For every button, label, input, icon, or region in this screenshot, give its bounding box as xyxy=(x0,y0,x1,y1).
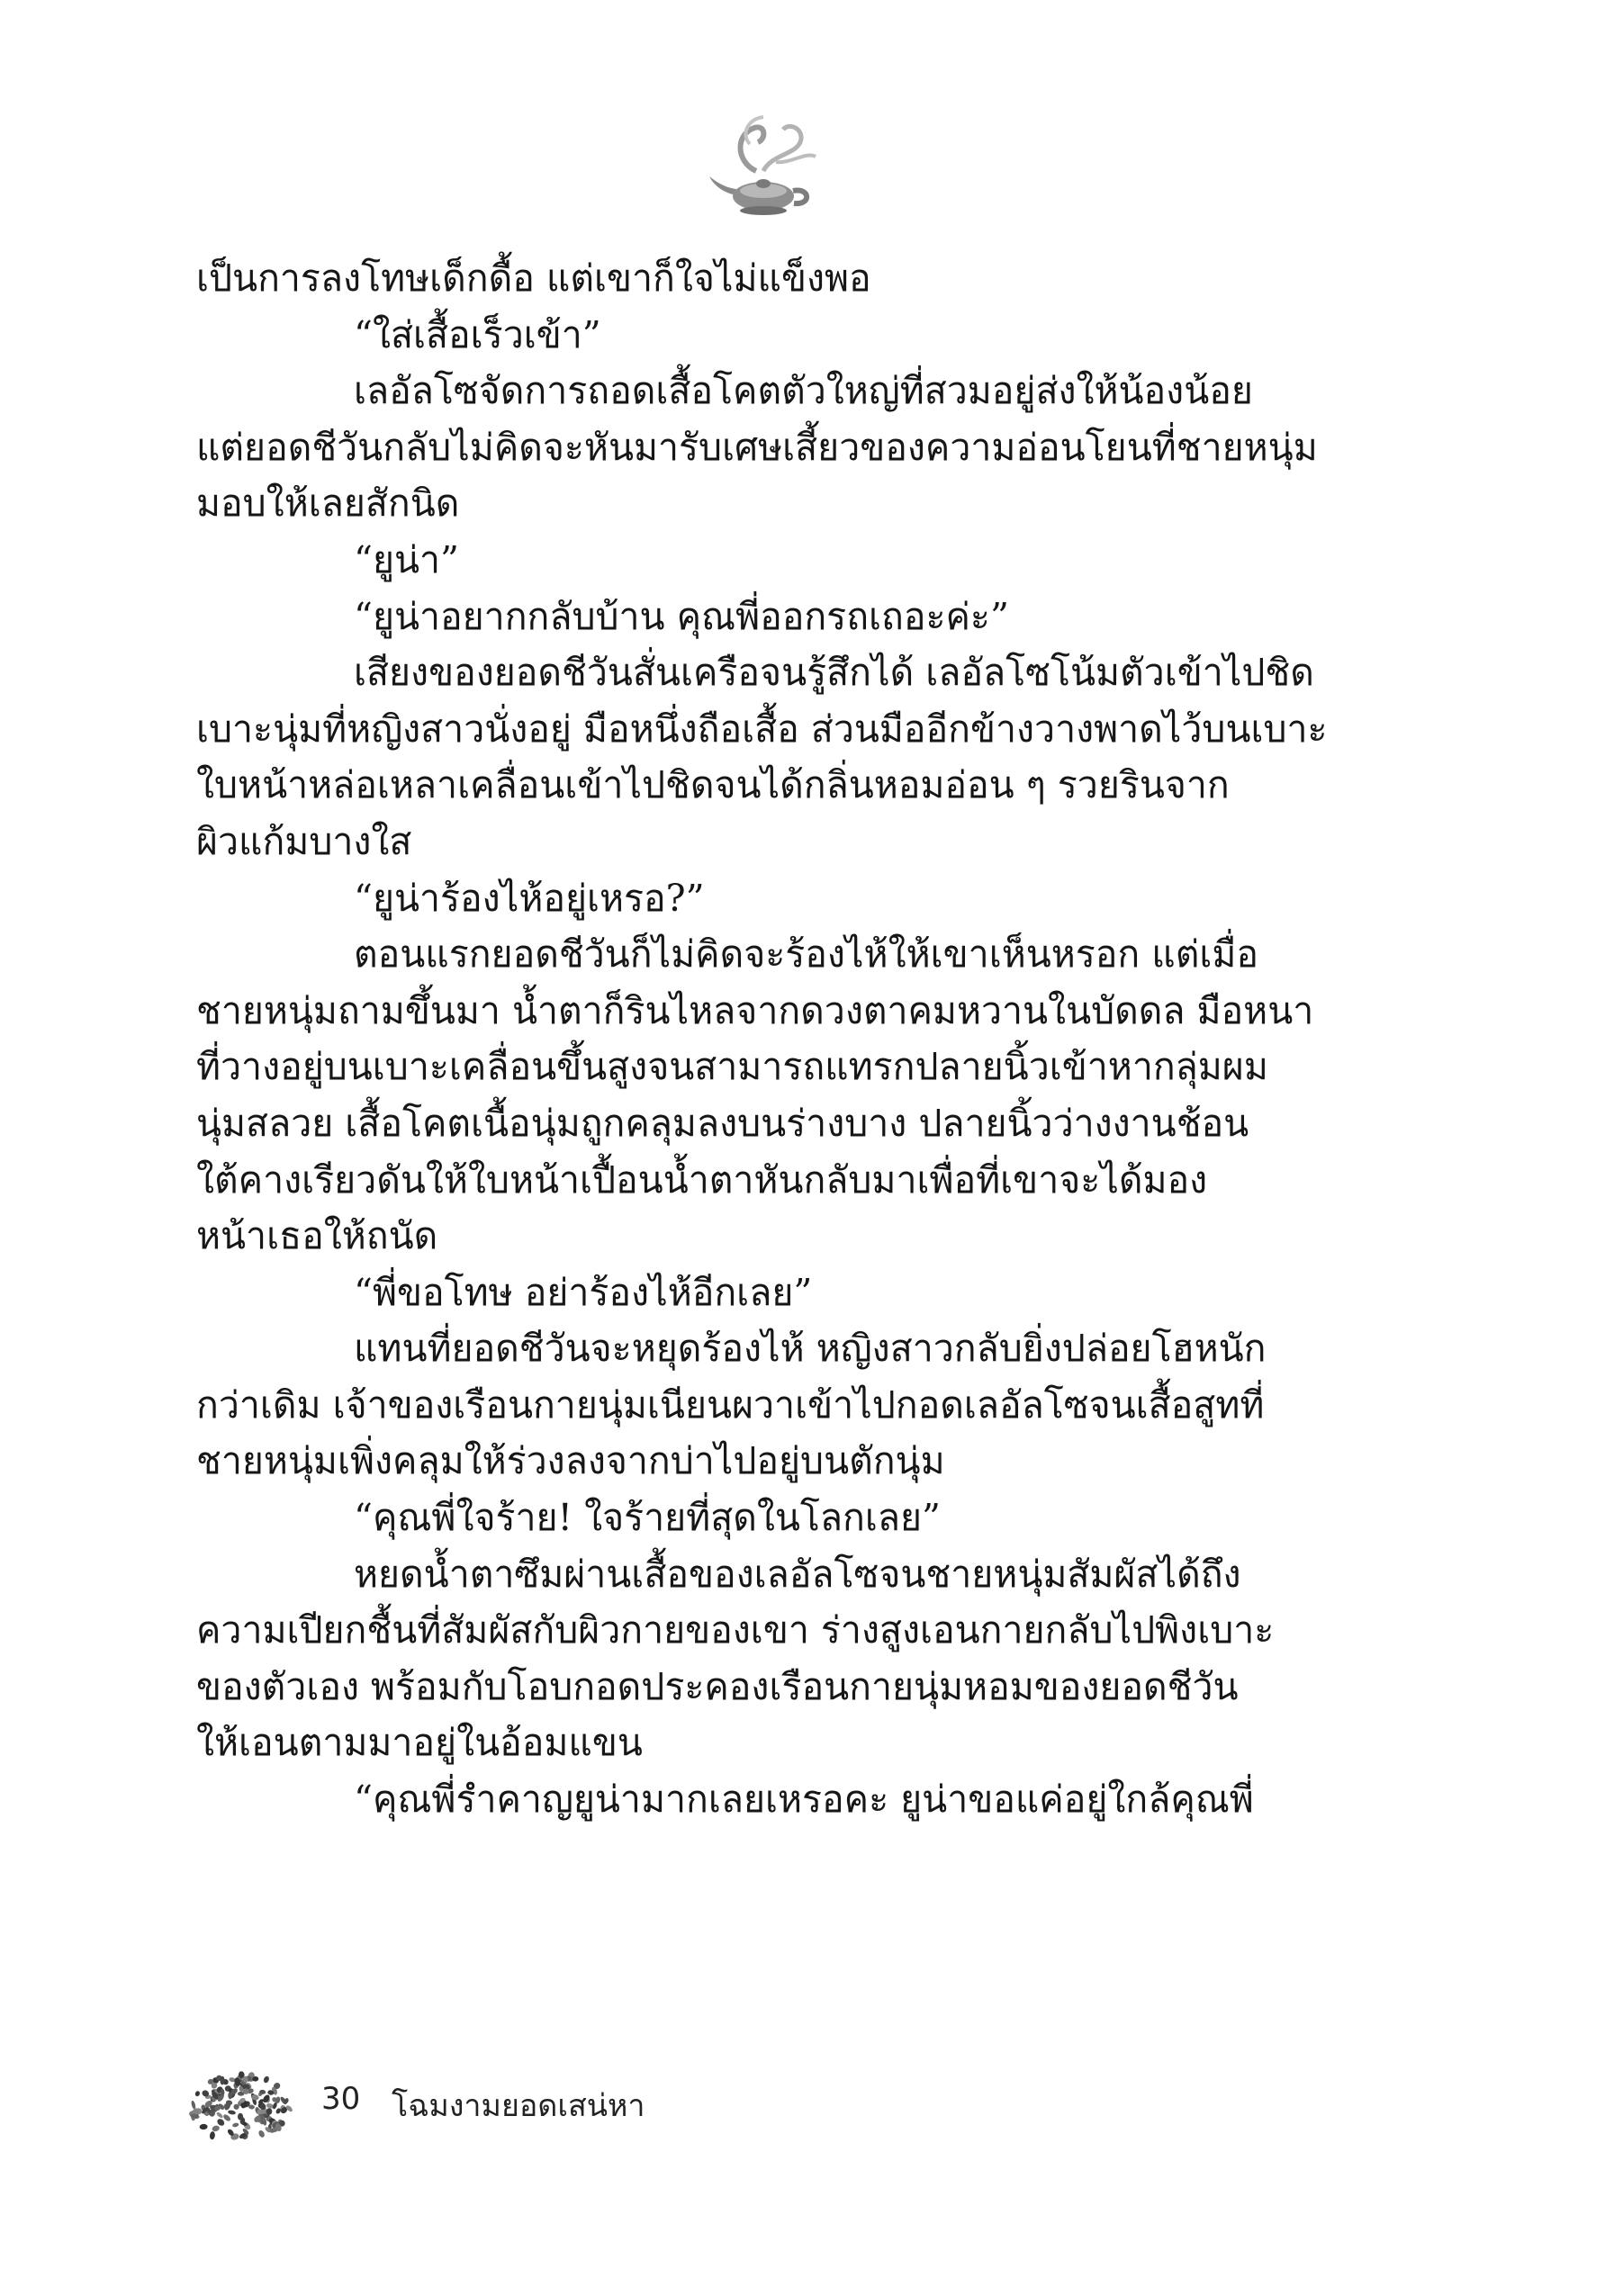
text-line: “คุณพี่ใจร้าย! ใจร้ายที่สุดในโลกเลย” xyxy=(354,1496,941,1540)
text-line: หน้าเธอให้ถนัด xyxy=(196,1214,438,1258)
text-line: ความเปียกชื้นที่สัมผัสกับผิวกายของเขา ร่างสูงเอนกายกลับไปพิงเบาะ xyxy=(196,1608,1275,1652)
text-line: ใบหน้าหล่อเหลาเคลื่อนเข้าไปชิดจนได้กลิ่นหอมอ่อน ๆ รวยรินจาก xyxy=(196,763,1230,807)
text-line: นุ่มสลวย เสื้อโคตเนื้อนุ่มถูกคลุมลงบนร่างบาง ปลายนิ้วว่างงานช้อน xyxy=(196,1101,1249,1145)
text-line: ให้เอนตามมาอยู่ในอ้อมแขน xyxy=(196,1721,643,1765)
text-line: เบาะนุ่มที่หญิงสาวนั่งอยู่ มือหนึ่งถือเสื้อ ส่วนมืออีกข้างวางพาดไว้บนเบาะ xyxy=(196,707,1328,751)
text-line: แทนที่ยอดชีวันจะหยุดร้องไห้ หญิงสาวกลับยิ่งปล่อยโฮหนัก xyxy=(354,1327,1267,1371)
text-line: “พี่ขอโทษ อย่าร้องไห้อีกเลย” xyxy=(354,1270,813,1314)
text-line: “คุณพี่รำคาญยูน่ามากเลยเหรอคะ ยูน่าขอแค่อยู่ใกล้คุณพี่ xyxy=(354,1778,1254,1822)
coffee-beans-icon xyxy=(185,2061,302,2160)
chapter-body-text xyxy=(196,250,1330,1828)
text-line: ใต้คางเรียวดันให้ใบหน้าเปื้อนน้ำตาหันกลับมาเพื่อที่เขาจะได้มอง xyxy=(196,1157,1208,1202)
text-line: ที่วางอยู่บนเบาะเคลื่อนขึ้นสูงจนสามารถแทรกปลายนิ้วเข้าหากลุ่มผม xyxy=(196,1045,1268,1089)
text-line: ชายหนุ่มเพิ่งคลุมให้ร่วงลงจากบ่าไปอยู่บนตักนุ่ม xyxy=(196,1439,945,1483)
text-line: แต่ยอดชีวันกลับไม่คิดจะหันมารับเศษเสี้ยวของความอ่อนโยนที่ชายหนุ่ม xyxy=(196,425,1318,469)
teapot-steam-ornament-icon xyxy=(700,108,826,225)
text-line: “ใส่เสื้อเร็วเข้า” xyxy=(354,312,601,356)
text-line: “ยูน่า” xyxy=(354,537,459,581)
text-line: “ยูน่าร้องไห้อยู่เหรอ?” xyxy=(354,876,705,920)
page-footer xyxy=(185,2061,905,2169)
text-line: ผิวแก้มบางใส xyxy=(196,819,412,863)
text-line: เลอัลโซจัดการถอดเสื้อโคตตัวใหญ่ที่สวมอยู่ส่งให้น้องน้อย xyxy=(354,369,1253,413)
text-line: มอบให้เลยสักนิด xyxy=(196,482,460,526)
text-line: ตอนแรกยอดชีวันก็ไม่คิดจะร้องไห้ให้เขาเห็นหรอก แต่เมื่อ xyxy=(354,932,1259,977)
text-line: “ยูน่าอยากกลับบ้าน คุณพี่ออกรถเถอะค่ะ” xyxy=(354,594,1009,638)
book-title: โฉมงามยอดเสน่หา xyxy=(392,2088,645,2124)
page-number: 30 xyxy=(321,2081,361,2117)
text-line: เสียงของยอดชีวันสั่นเครือจนรู้สึกได้ เลอัลโซโน้มตัวเข้าไปชิด xyxy=(354,651,1314,695)
text-line: ของตัวเอง พร้อมกับโอบกอดประคองเรือนกายนุ่มหอมของยอดชีวัน xyxy=(196,1664,1239,1708)
text-line: ชายหนุ่มถามขึ้นมา น้ำตาก็รินไหลจากดวงตาคมหวานในบัดดล มือหนา xyxy=(196,988,1314,1032)
text-line: กว่าเดิม เจ้าของเรือนกายนุ่มเนียนผวาเข้าไปกอดเลอัลโซจนเสื้อสูทที่ xyxy=(196,1382,1265,1427)
text-line: เป็นการลงโทษเด็กดื้อ แต่เขาก็ใจไม่แข็งพอ xyxy=(196,257,871,300)
text-line: หยดน้ำตาซึมผ่านเสื้อของเลอัลโซจนชายหนุ่มสัมผัสได้ถึง xyxy=(354,1552,1241,1596)
